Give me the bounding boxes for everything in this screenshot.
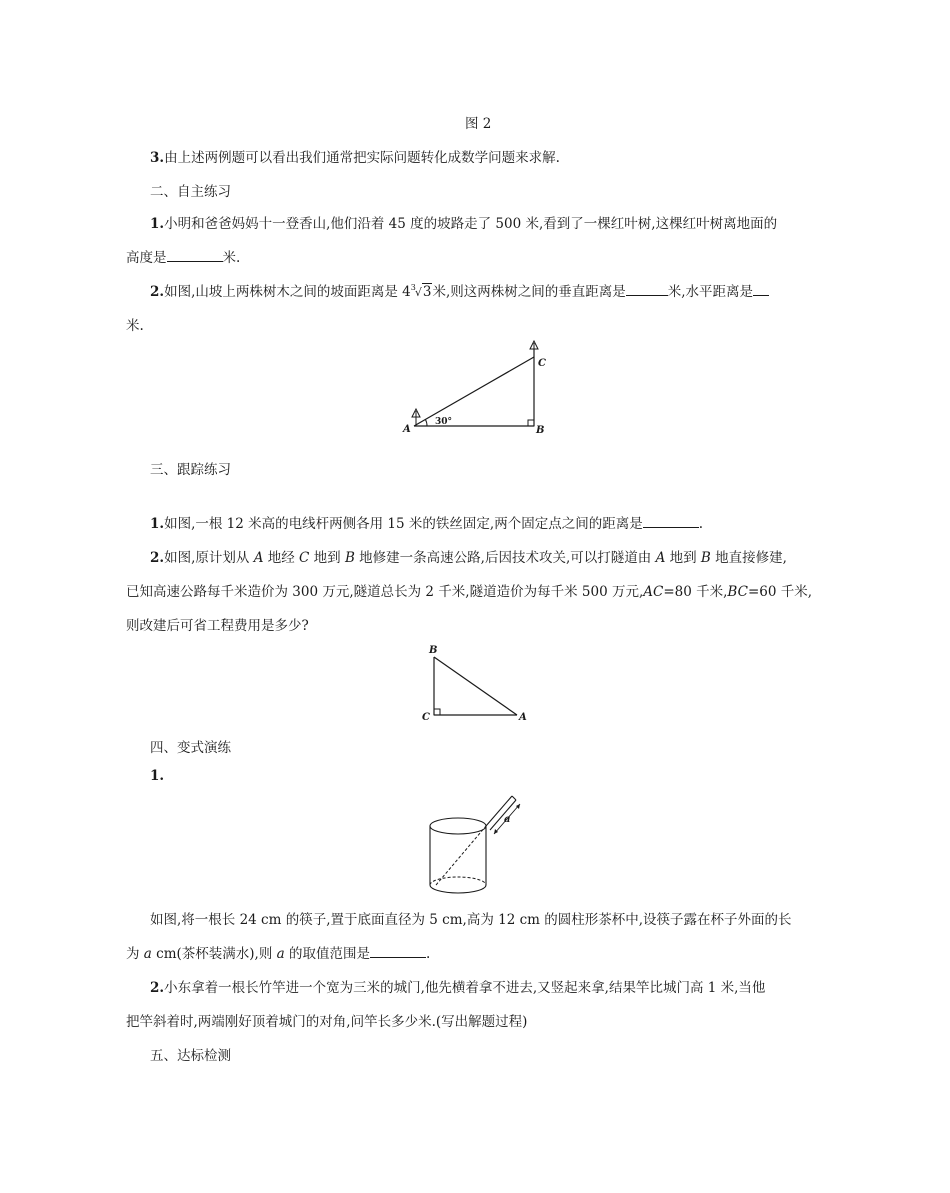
label-a: A (519, 712, 527, 723)
label-a-length: a (504, 814, 511, 825)
question-3-2-line2: 已知高速公路每千米造价为 300 万元,隧道总长为 2 千米,隧道造价为每千米 500 万元,AC=80 千米,BC=60 千米, (126, 584, 813, 600)
angle-label: 30° (435, 417, 453, 427)
chopstick-end (512, 796, 516, 800)
section-heading-3: 三、跟踪练习 (150, 462, 231, 478)
slope-figure (400, 335, 560, 440)
cup-bottom-front (430, 885, 486, 893)
label-a: A (403, 424, 411, 435)
triangle-figure (420, 640, 535, 725)
angle-arc (426, 420, 428, 426)
question-4-2-line1: 2.小东拿着一根长竹竿进一个宽为三米的城门,他先横着拿不进去,又竖起来拿,结果竿比城门高 1 米,当他 (150, 980, 766, 996)
question-number: 2. (150, 980, 165, 996)
question-4-1-line2: 为 a cm(茶杯装满水),则 a 的取值范围是 . (126, 946, 431, 962)
question-4-2-line2: 把竿斜着时,两端刚好顶着城门的对角,问竿长多少米.(写出解题过程) (126, 1014, 528, 1030)
right-angle-mark (528, 420, 534, 426)
cup-top-rim (430, 818, 486, 834)
label-b: B (536, 425, 545, 436)
figure-caption: 图 2 (465, 116, 492, 132)
question-number: 1. (150, 516, 165, 532)
section-heading-2: 二、自主练习 (150, 184, 231, 200)
question-number: 2. (150, 284, 165, 300)
question-4-1-number (150, 768, 164, 784)
chopstick-outside (490, 800, 516, 830)
item-text: 由上述两例题可以看出我们通常把实际问题转化成数学问题来求解. (164, 150, 560, 166)
answer-blank (753, 283, 769, 296)
answer-blank (370, 945, 426, 958)
section-heading-5: 五、达标检测 (150, 1048, 231, 1064)
item-3 (150, 146, 560, 166)
question-number: 1. (150, 768, 165, 784)
question-3-2-line3: 则改建后可省工程费用是多少? (126, 618, 309, 634)
slope-line (414, 357, 534, 426)
right-angle-mark (434, 709, 440, 715)
label-b: B (429, 645, 438, 656)
label-c: C (422, 712, 430, 723)
answer-blank (643, 515, 699, 528)
question-3-1: 1.如图,一根 12 米高的电线杆两侧各用 15 米的铁丝固定,两个固定点之间的距离是 . (150, 516, 703, 532)
question-2-1-line2: 高度是 米. (126, 250, 241, 266)
side-ab (434, 657, 517, 715)
chopstick-inside (436, 826, 486, 885)
question-2-2-line2: 米. (126, 318, 144, 334)
question-2-2-line1: 2.如图,山坡上两株树木之间的坡面距离是 $4^3√3$米,则这两株树之间的垂直距离是 米,水平距离是 (150, 280, 769, 300)
question-4-1-line1: 如图,将一根长 24 cm 的筷子,置于底面直径为 5 cm,高为 12 cm 的圆柱形茶杯中,设筷子露在杯子外面的长 (150, 912, 792, 928)
cup-figure (420, 790, 535, 900)
question-number: 1. (150, 216, 165, 232)
cube-root: $^3$√3 (410, 283, 432, 300)
question-2-1-line1: 1.小明和爸爸妈妈十一登香山,他们沿着 45 度的坡路走了 500 米,看到了一棵红叶树,这棵红叶树离地面的 (150, 216, 778, 232)
answer-blank (626, 283, 668, 296)
item-number: 3. (150, 150, 165, 166)
question-3-2-line1: 2.如图,原计划从 A 地经 C 地到 B 地修建一条高速公路,后因技术攻关,可以打隧道由 A 地到 B 地直接修建, (150, 550, 787, 566)
cup-bottom-back (430, 877, 486, 885)
section-heading-4: 四、变式演练 (150, 740, 231, 756)
question-number: 2. (150, 550, 165, 566)
answer-blank (167, 249, 223, 262)
label-c: C (538, 358, 546, 369)
